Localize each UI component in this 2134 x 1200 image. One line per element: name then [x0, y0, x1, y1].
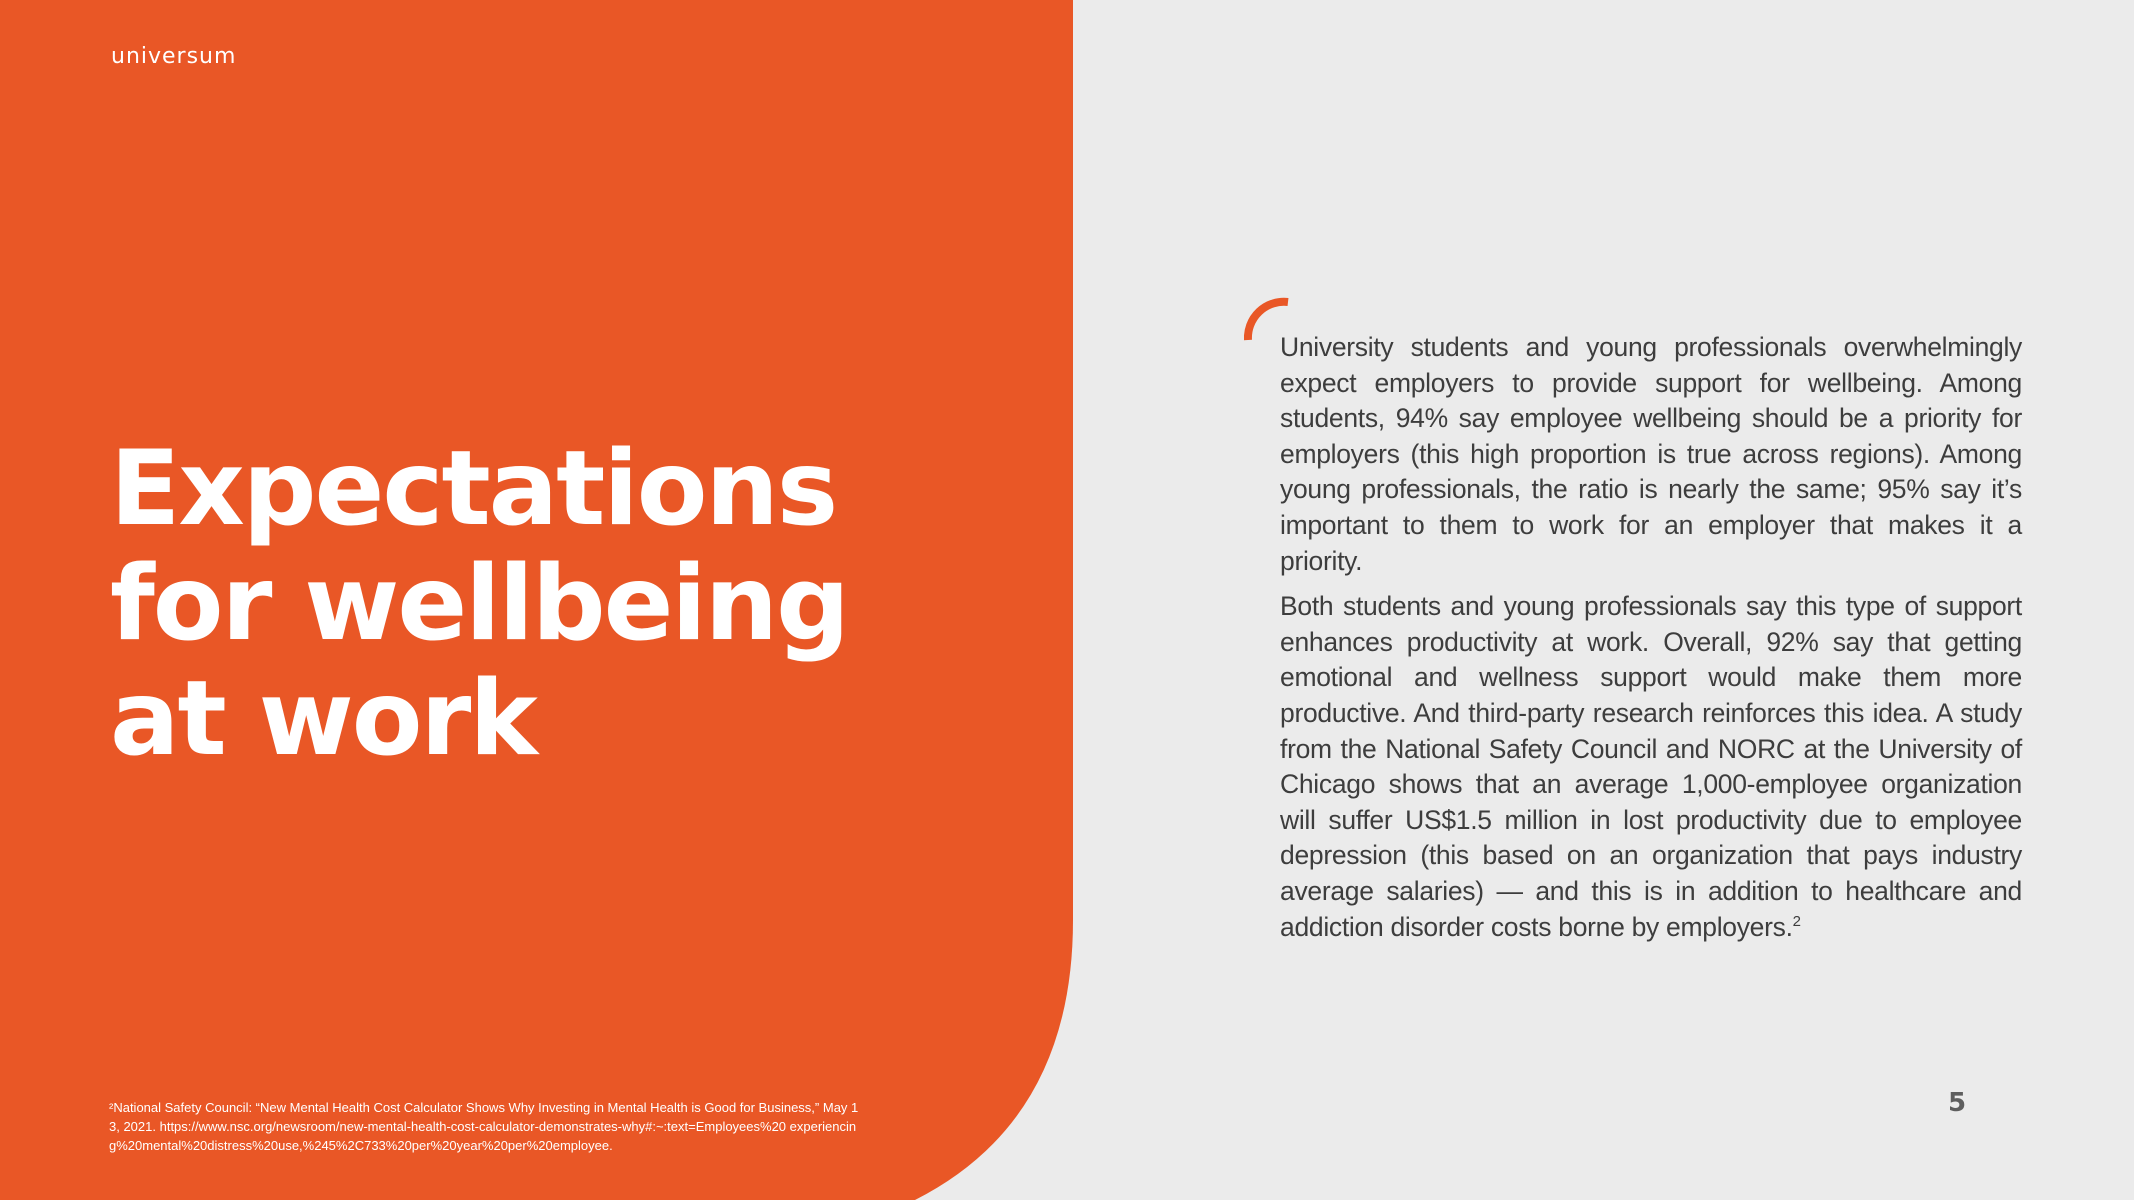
- body-paragraph-2-text: Both students and young professionals say this type of support enhances productivity at work. Overall, 92% say that getting emotional and wellness support would make them more productive. And third-party research reinforces this idea. A study from the National Safety Council and NORC at the University of Chicago shows that an average 1,000-employee organization will suffer US$1.5 million in lost productivity due to employee depression (this based on an organization that pays industry average salaries) — and this is in addition to healthcare and addiction disorder costs borne by employers.: [1280, 591, 2022, 942]
- footnote: ²National Safety Council: “New Mental Health Cost Calculator Shows Why Investing in Mental Health is Good for Business,” May 13, 2021. https://www.nsc.org/newsroom/new-mental-health-cost-calculator-demonstrates-why#:~:text=Employees%20 experiencing%20mental%20distress%20use,%245%2C733%20per%20year%20per%20employee.: [109, 1100, 859, 1153]
- title-line-3: at work: [110, 659, 536, 779]
- body-paragraph-1: University students and young professionals overwhelmingly expect employers to provide support for wellbeing. Among students, 94% say employee wellbeing should be a priority for employers (this high proportion is true across regions). Among young professionals, the ratio is nearly the same; 95% say it’s important to them to work for an employer that makes it a priority.: [1280, 332, 2022, 576]
- universum-logo: universum: [111, 44, 237, 69]
- title-line-1: Expectations: [110, 429, 837, 549]
- body-copy: [1280, 330, 2022, 955]
- footnote-reference: 2: [1792, 912, 1801, 930]
- body-paragraph-2: [1280, 589, 2022, 945]
- page-number: 5: [1948, 1088, 1967, 1118]
- page-title: [110, 429, 848, 779]
- title-line-2: for wellbeing: [110, 544, 848, 664]
